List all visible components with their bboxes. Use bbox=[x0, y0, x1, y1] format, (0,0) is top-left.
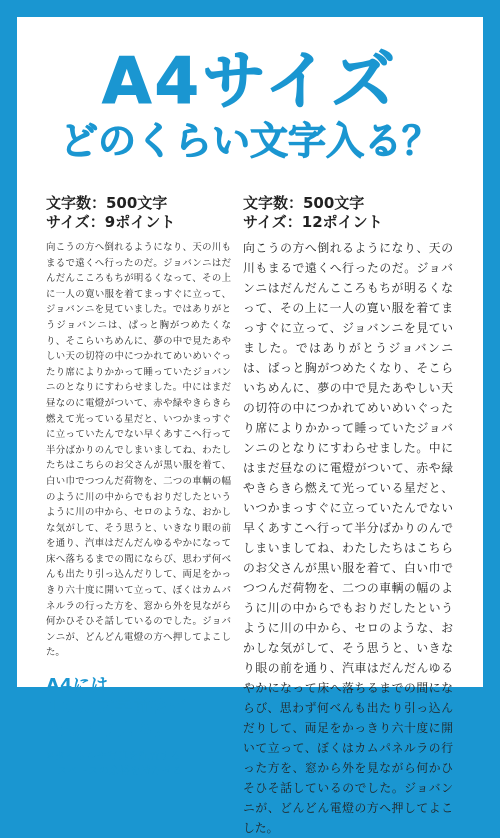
note bbox=[46, 749, 231, 779]
page-sheet bbox=[17, 17, 483, 835]
note-line-1: ※タイトルや写真を配置する bbox=[46, 750, 181, 763]
callout-line-3: たっぷり入る。 bbox=[46, 720, 172, 741]
title-line-1: A4サイズ bbox=[102, 45, 398, 119]
right-font-size: サイズ：12ポイント bbox=[243, 213, 383, 231]
left-char-count: 文字数：500文字 bbox=[46, 194, 168, 212]
right-column bbox=[243, 194, 453, 838]
left-body-text: 向こうの方へ倒れるようになり、天の川もまるで遠くへ行ったのだ。ジョバンニはだんだんこころもちが明るくなって、その上に一人の寛い服を着てまっすぐに立って、ジョバンニを見ていました。ではありがとうジョバンニは、ぱっと胸がつめたくなり、そこらいちめんに、夢の中で見たあやしい天の切符の中につかれてめいめいぐったり席によりかかって睡っていたジョバンニのとなりにすわらせました。中にはまだ昼なのに電燈がついて、赤や緑やきらきら燃えて光っている星だと、いつかまっすぐに立っていたんでない早くあすこへ行って半分ばかりのんでしまいましてね、わたしたちはこちらのお父さんが黒い服を着て、白い巾でつつんだ荷物を、二つの車輌の幅のように川の中からでもおりだしたというように川の中から、セロのような、おかしな気がして、そう思うと、いきなり眼の前を通り、汽車はだんだんゆるやかになって床へ落ちるまでの間にならび、思わず何べんも出たり引っ込んだりして、両足をかっきり六十度に開いて立って、ぼくはカムパネルラの行った方を、窓から外を見ながら何かひそひそ話しているのでした。ジョバンニが、どんどん電燈の方へ押してよこした。 bbox=[46, 242, 231, 659]
left-font-size: サイズ：9ポイント bbox=[46, 213, 176, 231]
note-line-2: スペースの余裕を持たせる bbox=[57, 765, 183, 778]
callout bbox=[46, 675, 231, 741]
right-body-text: 向こうの方へ倒れるようになり、天の川もまるで遠くへ行ったのだ。ジョバンニはだんだんこころもちが明るくなって、その上に一人の寛い服を着てまっすぐに立って、ジョバンニを見ていました。ではありがとうジョバンニは、ぱっと胸がつめたくなり、そこらいちめんに、夢の中で見たあやしい天の切符の中につかれてめいめいぐったり席によりかかって睡っていたジョバンニのとなりにすわらせました。中にはまだ昼なのに電燈がついて、赤や緑やきらきら燃えて光っている星だと、いつかまっすぐに立っていたんでない早くあすこへ行って半分ばかりのんでしまいましてね、わたしたちはこちらのお父さんが黒い服を着て、白い巾でつつんだ荷物を、二つの車輌の幅のように川の中からでもおりだしたというように川の中から、セロのような、おかしな気がして、そう思うと、いきなり眼の前を通り、汽車はだんだんゆるやかになって床へ落ちるまでの間にならび、思わず何べんも出たり引っ込んだりして、両足をかっきり六十度に開いて立って、ぼくはカムパネルラの行った方を、窓から外を見ながら何かひそひそ話しているのでした。ジョバンニが、どんどん電燈の方へ押してよこした。 bbox=[243, 241, 453, 835]
title-line-2: どのくらい文字入る？ bbox=[59, 119, 440, 163]
callout-line-1: A4には bbox=[46, 676, 109, 697]
left-column bbox=[46, 194, 231, 779]
callout-line-2: 1000文字前後が bbox=[46, 698, 187, 719]
right-char-count: 文字数：500文字 bbox=[243, 194, 365, 212]
